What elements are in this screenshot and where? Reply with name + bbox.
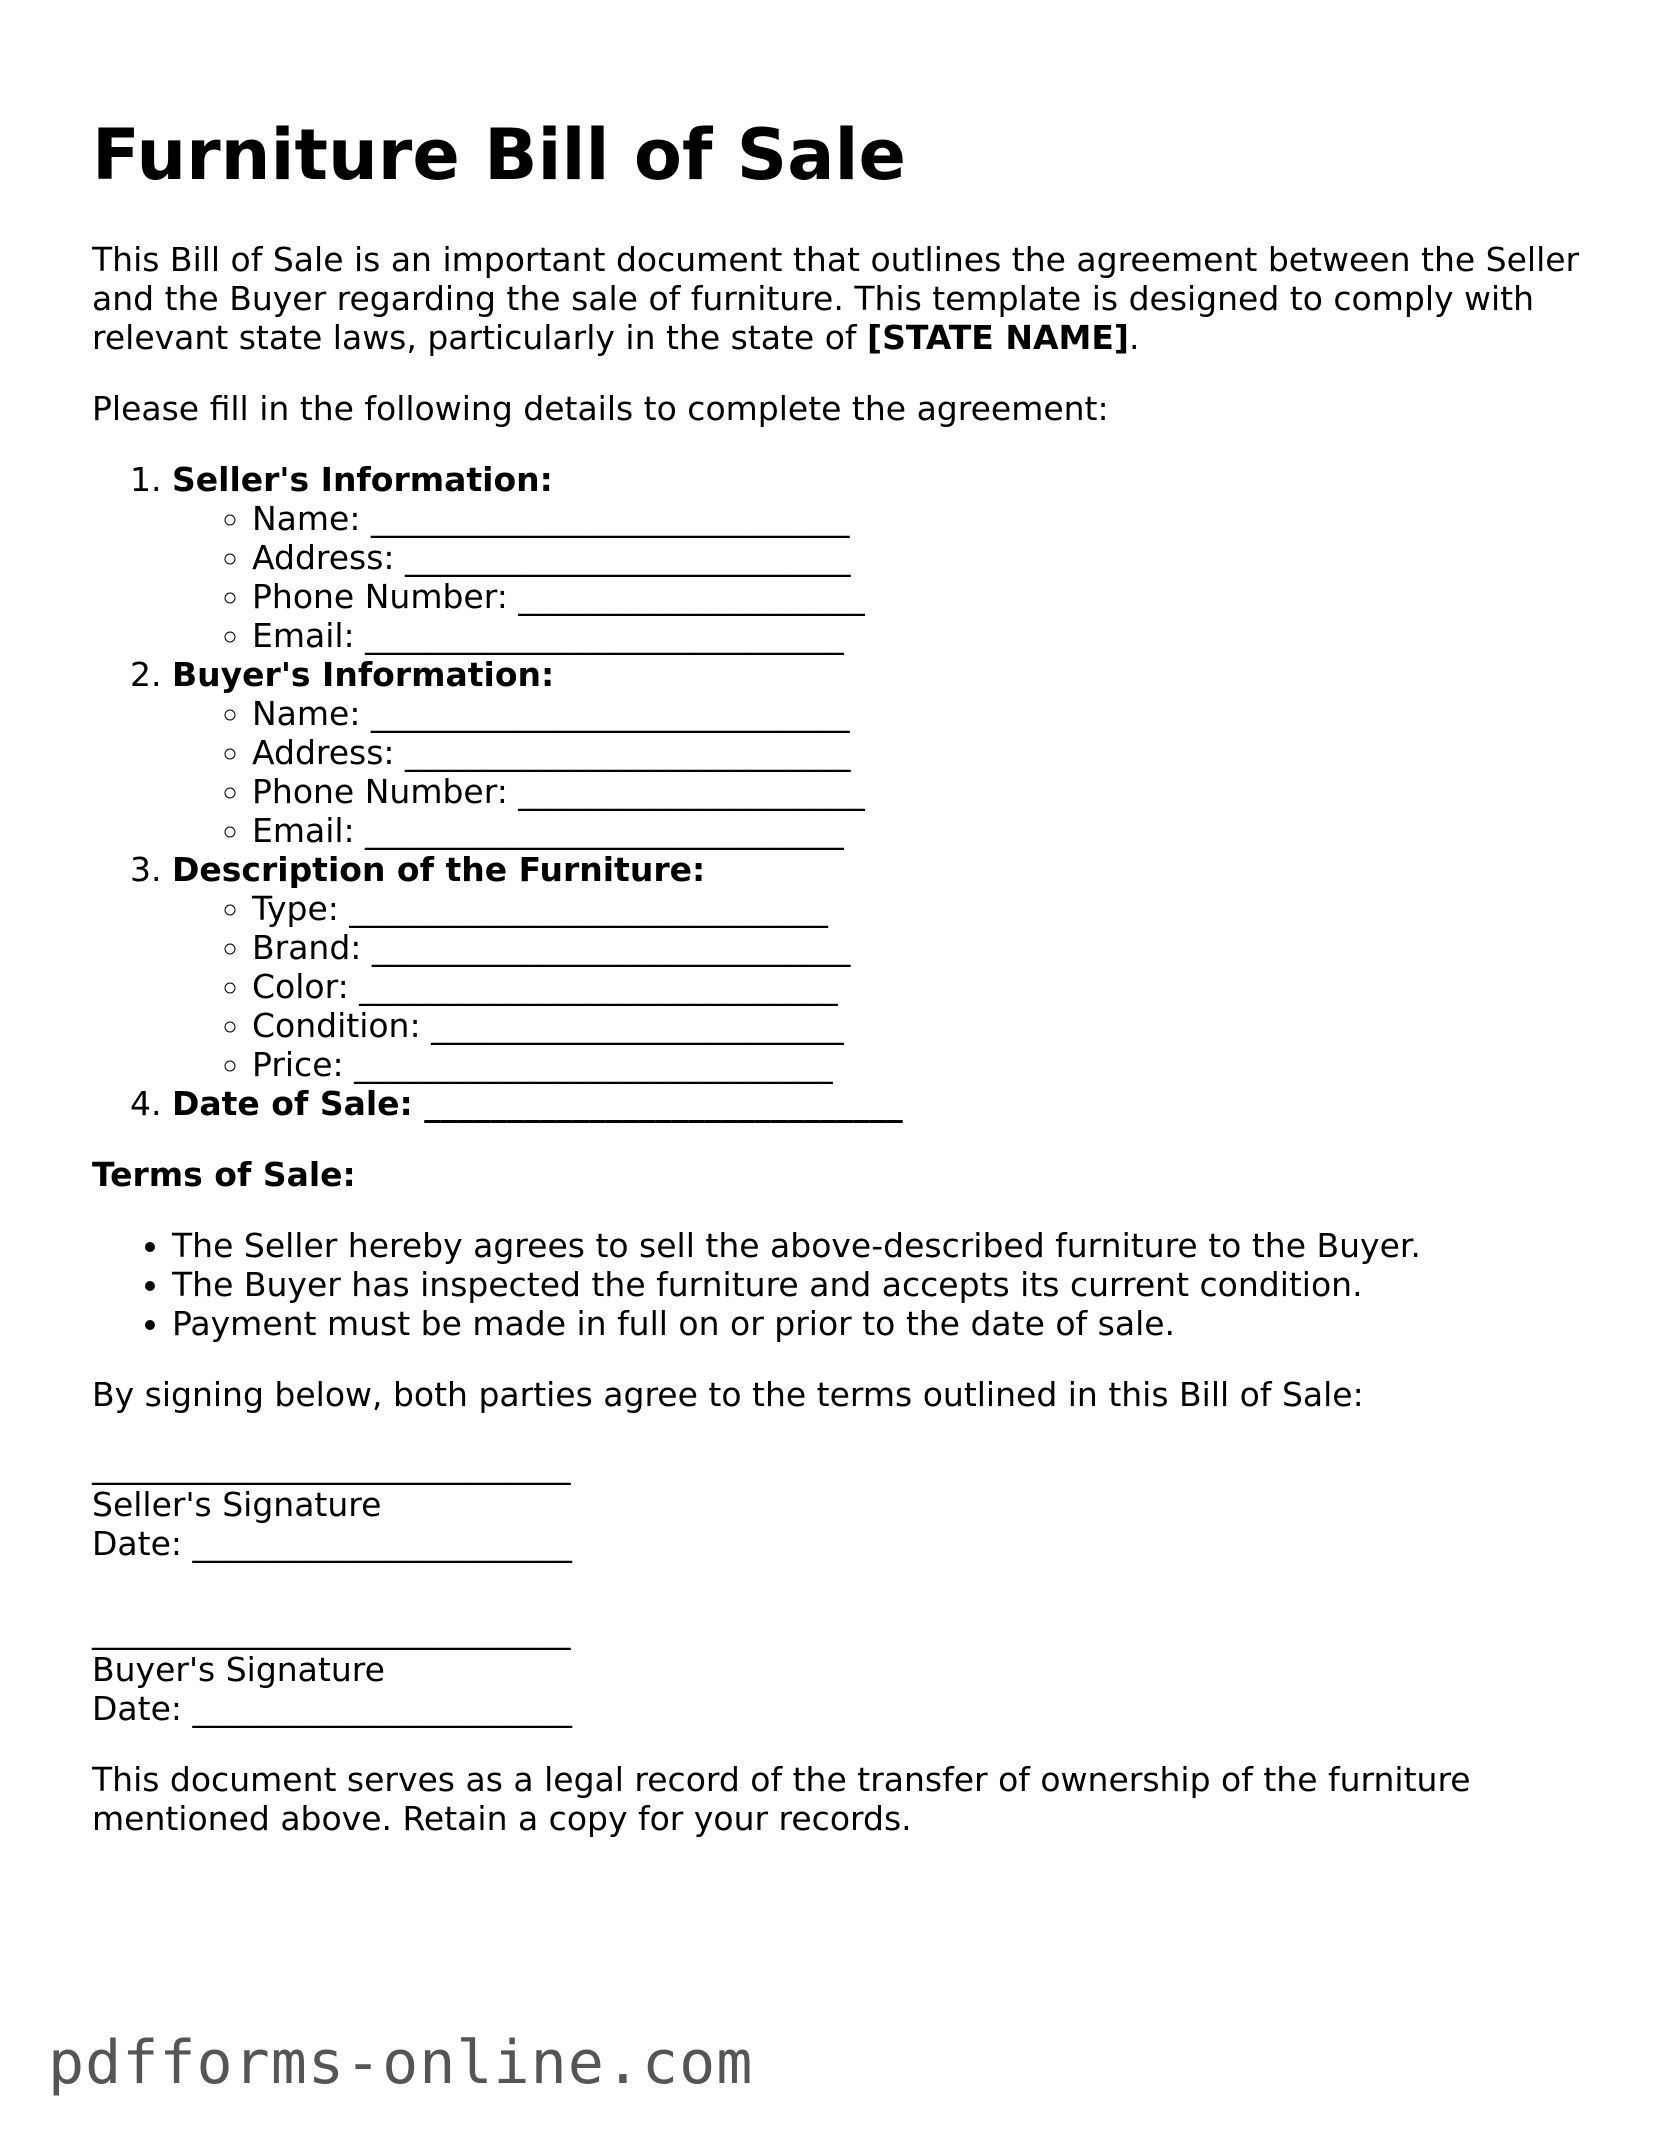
details-list — [92, 460, 1592, 1123]
furniture-color-field: ◦ Color: _____________________________ — [252, 967, 1592, 1006]
buyer-signature-label: Buyer's Signature — [92, 1650, 385, 1689]
intro-paragraph — [92, 240, 1592, 357]
seller-signature-label: Seller's Signature — [92, 1485, 382, 1524]
seller-address-field: ◦ Address: ___________________________ — [252, 538, 1592, 577]
buyer-address-field: ◦ Address: ___________________________ — [252, 733, 1592, 772]
terms-item: • Payment must be made in full on or prior to the date of sale. — [172, 1304, 1592, 1343]
intro-text: This Bill of Sale is an important document that outlines the agreement between the Seller and the Buyer regarding the sale of furniture. This template is designed to comply with relevant state laws, particularly in the state of — [92, 240, 1580, 357]
section-buyer-info — [172, 655, 1592, 850]
seller-phone-field: ◦ Phone Number: _____________________ — [252, 577, 1592, 616]
buyer-fields — [172, 694, 1592, 850]
date-of-sale-blank: _____________________________ — [412, 1084, 903, 1123]
seller-email-field: ◦ Email: _____________________________ — [252, 616, 1592, 655]
buyer-date-field: Date: _______________________ — [92, 1689, 572, 1728]
seller-name-field: ◦ Name: _____________________________ — [252, 499, 1592, 538]
seller-date-field: Date: _______________________ — [92, 1524, 572, 1563]
signing-statement: By signing below, both parties agree to the terms outlined in this Bill of Sale: — [92, 1375, 1364, 1414]
state-name-placeholder: [STATE NAME] — [867, 318, 1129, 357]
buyer-name-field: ◦ Name: _____________________________ — [252, 694, 1592, 733]
terms-list — [92, 1226, 1592, 1343]
intro-end: . — [1128, 318, 1140, 357]
document-title: Furniture Bill of Sale — [92, 114, 906, 196]
section-date-of-sale — [172, 1084, 1592, 1123]
document-page — [92, 110, 1592, 1870]
furniture-brand-field: ◦ Brand: _____________________________ — [252, 928, 1592, 967]
furniture-fields — [172, 889, 1592, 1084]
closing-paragraph: This document serves as a legal record of the transfer of ownership of the furniture mentioned above. Retain a copy for your records. — [92, 1760, 1471, 1838]
furniture-type-field: ◦ Type: _____________________________ — [252, 889, 1592, 928]
buyer-email-field: ◦ Email: _____________________________ — [252, 811, 1592, 850]
buyer-signature-block — [92, 1611, 1592, 1728]
section-furniture-description — [172, 850, 1592, 1084]
instructions-text: Please fill in the following details to complete the agreement: — [92, 389, 1109, 428]
section-title: Date of Sale: — [172, 1084, 413, 1123]
terms-heading: Terms of Sale: — [92, 1155, 356, 1194]
buyer-phone-field: ◦ Phone Number: _____________________ — [252, 772, 1592, 811]
section-seller-info — [172, 460, 1592, 655]
section-title: Description of the Furniture: — [172, 850, 706, 889]
seller-signature-block — [92, 1446, 1592, 1563]
seller-fields — [172, 499, 1592, 655]
seller-signature-line: _____________________________ — [92, 1446, 571, 1485]
terms-item: • The Seller hereby agrees to sell the above-described furniture to the Buyer. — [172, 1226, 1592, 1265]
section-title: Seller's Information: — [172, 460, 553, 499]
buyer-signature-line: _____________________________ — [92, 1611, 571, 1650]
section-title: Buyer's Information: — [172, 655, 555, 694]
furniture-price-field: ◦ Price: _____________________________ — [252, 1045, 1592, 1084]
watermark-text: pdfforms-online.com — [48, 2028, 754, 2098]
furniture-condition-field: ◦ Condition: _________________________ — [252, 1006, 1592, 1045]
terms-item: • The Buyer has inspected the furniture and accepts its current condition. — [172, 1265, 1592, 1304]
